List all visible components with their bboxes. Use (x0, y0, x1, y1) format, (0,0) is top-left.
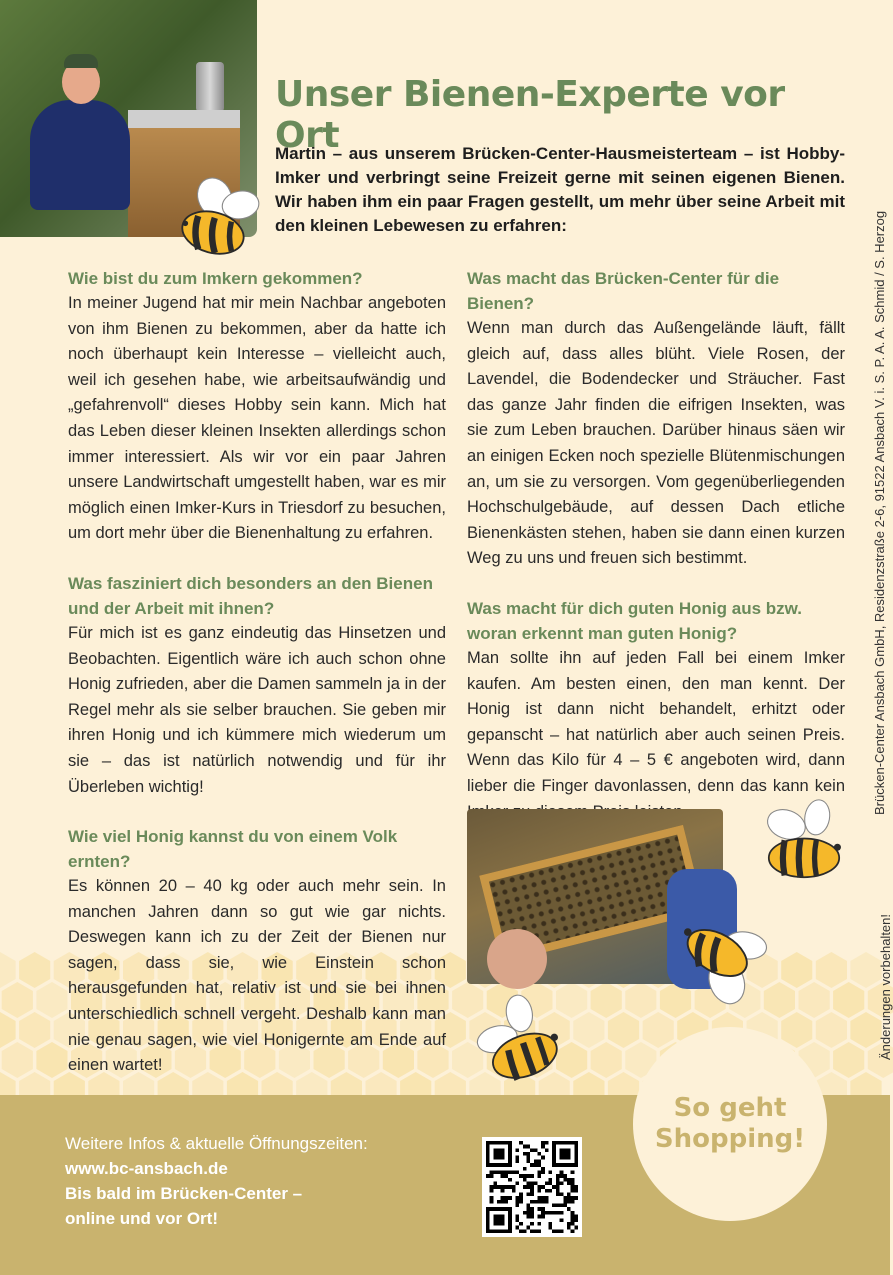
disclaimer-text: Änderungen vorbehalten! (878, 913, 893, 1060)
honeycomb-cell (781, 952, 812, 988)
footer-line-info: Weitere Infos & aktuelle Öffnungszeiten: (65, 1134, 368, 1153)
honeycomb-cell (19, 952, 50, 988)
honeycomb-cell (816, 952, 847, 988)
intro-text: Martin – aus unserem Brücken-Center-Hausmeisterteam – ist Hobby-Imker und verbringt seine Freizeit gerne mit seinen eigenen Bienen. Wir haben ihm ein paar Fragen gestellt, um mehr über seine Arbeit mit den kleinen Lebewesen zu erfahren: (275, 144, 845, 235)
footer-line-greeting: Bis bald im Brücken-Center – (65, 1184, 303, 1203)
answer-text: Man sollte ihn auf jeden Fall bei einem Imker kaufen. Am besten einen, den man kennt. Der Honig ist dann nicht behandelt, erhitzt oder gepanscht – hat natürlich aber auch seinen Preis. Wenn das Kilo für 4 – 5 € angeboten wird, dann lieber die Finger davonlassen, denn das kann kein (467, 648, 845, 795)
honeycomb-cell (2, 1042, 33, 1078)
honeycomb-cell (0, 1012, 16, 1048)
footer-info (65, 1131, 368, 1231)
honeycomb-cell (643, 1012, 674, 1048)
qa-block (68, 266, 446, 547)
footer-line-online: online und vor Ort! (65, 1209, 218, 1228)
question-heading: Was macht für dich guten Honig aus bzw. woran erkennt man guten Honig? (467, 598, 802, 643)
honeycomb-cell (19, 1012, 50, 1048)
honeycomb-cell (816, 1012, 847, 1048)
answer-text: Für mich ist es ganz eindeutig das Hinsetzen und Beobachten. Eigentlich wäre ich auch schon ohne Honig zufrieden, aber die Damen sammeln ja in der Regel mehr als sie selber brauchen. Sie geben mir ihren Honig und ich kümmere mich wiederum um sie – das ist natürlich notwendig und für ihr Überleben wichtig! (68, 623, 446, 796)
right-column (467, 266, 845, 849)
honeycomb-cell (591, 1042, 622, 1078)
question-heading: Wie bist du zum Imkern gekommen? (68, 269, 363, 288)
honeycomb-cell (36, 1042, 67, 1078)
bee-smoker (196, 62, 224, 112)
honeycomb-cell (781, 1012, 812, 1048)
honeycomb-cell (850, 1012, 881, 1048)
imprint-text: Brücken-Center Ansbach GmbH, Residenzstraße 2-6, 91522 Ansbach V. i. S. P. A. A. Schmid / S. Herzog (872, 210, 887, 815)
bee-icon (470, 995, 565, 1087)
honeycomb-cell (573, 1012, 604, 1048)
honeycomb-cell (833, 982, 864, 1018)
badge-line-1: So geht (673, 1093, 787, 1123)
honeycomb-cell (608, 1012, 639, 1048)
qa-block (467, 596, 845, 825)
question-heading: Wie viel Honig kannst du von einem Volk ernten? (68, 827, 398, 872)
hand (487, 929, 547, 989)
answer-text: In meiner Jugend hat mir mein Nachbar angeboten von ihm Bienen zu bekommen, aber da hatte ich noch überhaupt kein Interesse – vielleicht auch, weil ich gesehen habe, wie arbeitsaufwändig und „gefahrenvoll“ dieses Hobby sein kann. Mich hat das Leben dieser kleinen Insekten allerdings schon immer interessiert. Als wir vor ein paar Jahren unsere Landwirtschaft umgestellt haben, war es mir möglich einen Imker-Kurs in Triesdorf zu besuchen, um dort mehr über die Bienenhaltung zu erfahren. (68, 294, 446, 543)
left-column (68, 266, 446, 1103)
honeycomb-cell (591, 982, 622, 1018)
qa-block (68, 571, 446, 800)
honeycomb-cell (36, 982, 67, 1018)
beekeeper-cap (64, 54, 98, 68)
qa-block (68, 824, 446, 1079)
answer-text: Wenn man durch das Außengelände läuft, fällt gleich auf, dass alles blüht. Viele Rosen, der Lavendel, die Bodendecker und Sträucher. Fast das ganze Jahr finden die eifrigen Insekten, was sie zum Leben brauchen. Darüber hinaus säen wir an einigen Ecken noch spezielle Blütenmischungen an, um sie zu versorgen. Vom gegenüberliegenden Hochschulgebäude, auf dessen Dach etliche Bienenkästen stehen, haben sie dann einen kurzen Weg zu uns und freuen sich bestimmt. (467, 319, 845, 568)
question-heading: Was macht das Brücken-Center für die Bienen? (467, 269, 780, 313)
shopping-badge (633, 1027, 827, 1221)
bee-icon (672, 915, 772, 1010)
bee-icon (760, 798, 848, 886)
honeycomb-cell (2, 982, 33, 1018)
qr-code-icon[interactable] (482, 1137, 582, 1237)
page-title: Unser Bienen-Experte vor Ort (275, 74, 785, 156)
qa-block (467, 266, 845, 572)
website-link[interactable]: www.bc-ansbach.de (65, 1159, 228, 1178)
honeycomb-cell (799, 982, 830, 1018)
badge-line-2: Shopping! (654, 1124, 806, 1154)
beekeeper-body (30, 100, 130, 210)
question-heading: Was fasziniert dich besonders an den Bienen und der Arbeit mit ihnen? (68, 573, 433, 618)
bee-icon (178, 170, 270, 262)
honeycomb-cell (850, 952, 881, 988)
answer-text: Es können 20 – 40 kg oder auch mehr sein. In manchen Jahren dann so gut wie gar nichts. Deswegen kann ich zu der Zeit der Bienen nur sagen, dass sie, wie Einstein schon herausgefunden hat, relativ ist und sie bei ihnen unterschiedlich schnell vergeht. Deshalb kann man nie genau sagen, wie viel Honigernte am Ende auf einen wartet! (68, 877, 446, 1075)
honeycomb-cell (0, 952, 16, 988)
honeycomb-cell (833, 1042, 864, 1078)
honeycomb-cell (625, 982, 656, 1018)
